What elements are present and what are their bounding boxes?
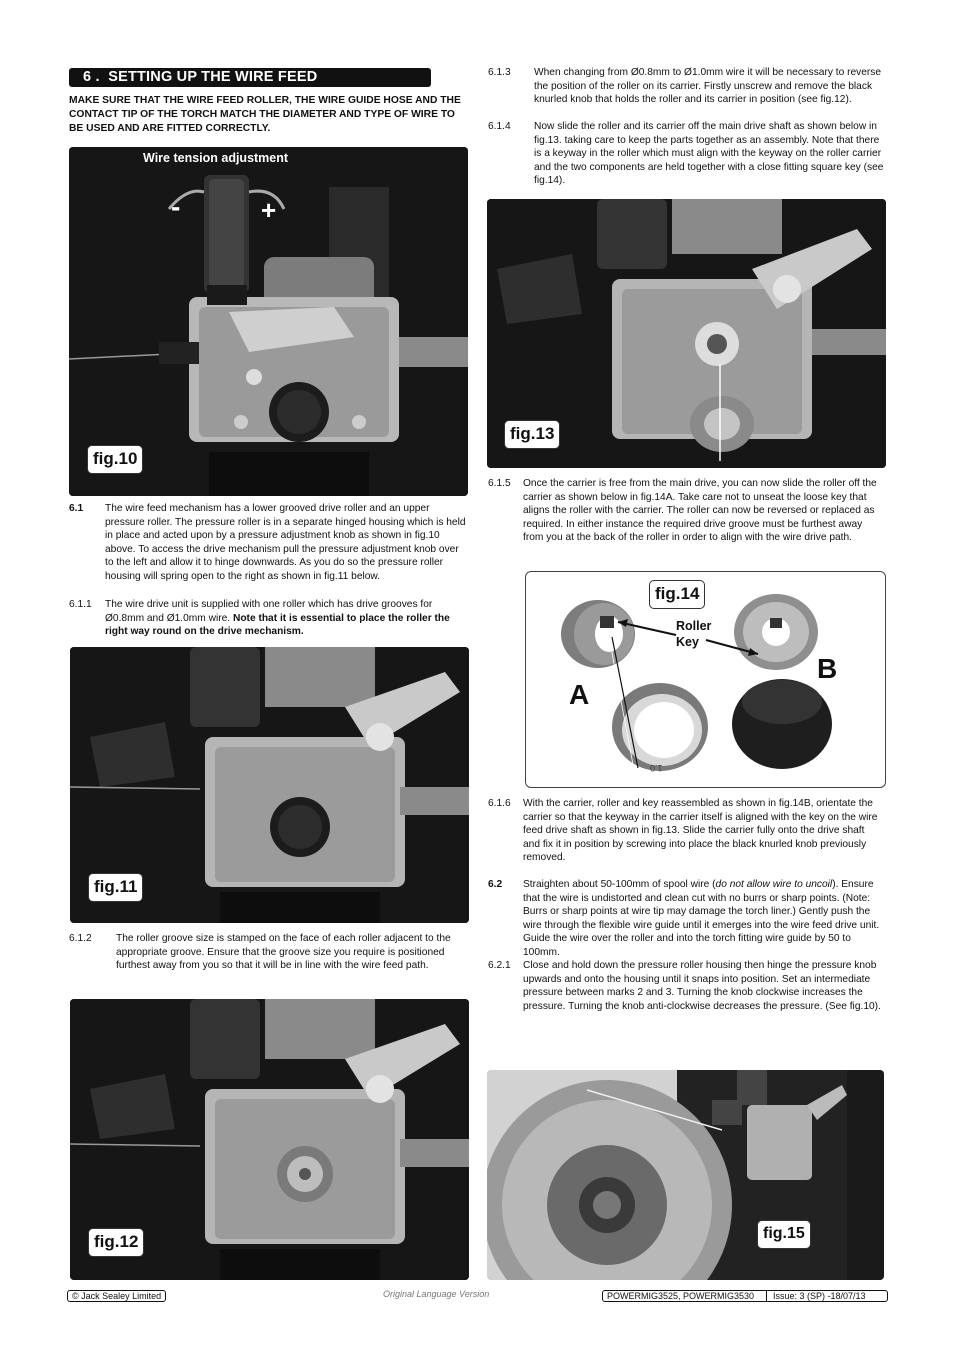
section-number: 6 . [83, 69, 100, 85]
section-title: SETTING UP THE WIRE FEED [108, 69, 318, 85]
paragraph-text: When changing from Ø0.8mm to Ø1.0mm wire it will be necessary to reverse the position of the roller on its carrier. Firstly unscrew and remove the black knurled knob that holds the roller and its carrier in position (see fig.12). [534, 67, 882, 106]
footer-copyright: © Jack Sealey Limited [67, 1290, 166, 1302]
fig15-photo [487, 1070, 884, 1280]
fig14-label-a: A [569, 679, 590, 710]
fig12-label: fig.12 [88, 1228, 144, 1257]
paragraph-6-1 [69, 502, 467, 598]
paragraph-6-1-3 [488, 66, 884, 122]
paragraph-6-1-6 [488, 797, 884, 867]
paragraph-number: 6.1.4 [488, 121, 511, 132]
paragraph-bold-note: Note that it is essential to place the roller the right way round on the drive mechanism. [105, 612, 450, 638]
footer-models: POWERMIG3525, POWERMIG3530 [603, 1291, 767, 1302]
paragraph-number: 6.2 [488, 879, 503, 890]
paragraph-text: The wire drive unit is supplied with one roller which has drive grooves for Ø0.8mm and Ø1.0mm wire. [105, 599, 433, 624]
fig11-photo [70, 647, 469, 923]
footer-model-issue [602, 1290, 888, 1302]
paragraph-text: Once the carrier is free from the main drive, you can now slide the roller off the carrier as shown below in fig.14A. Take care not to unseat the loose key that aligns the roller with the carrier. The roller can now be reversed or replaced as required. In either instance the required drive groove must be furthest away from you at the back of the roller in order to align with the wire drive path. [523, 478, 877, 544]
roller-size-stamp: 1.0 [650, 763, 663, 773]
fig12-photo [70, 999, 469, 1280]
paragraph-number: 6.1.2 [69, 933, 92, 944]
roller-key-callout: Roller Key [676, 619, 712, 649]
fig10-label: fig.10 [87, 445, 143, 474]
paragraph-number: 6.1.3 [488, 67, 511, 78]
paragraph-6-2-1 [488, 959, 884, 1029]
fig10-photo [69, 147, 468, 496]
paragraph-number: 6.1.6 [488, 798, 511, 809]
warning-text: MAKE SURE THAT THE WIRE FEED ROLLER, THE WIRE GUIDE HOSE AND THE CONTACT TIP OF THE TORCH MATCH THE DIAMETER AND TYPE OF WIRE TO BE USED AND ARE FITTED CORRECTLY. [69, 95, 461, 134]
section-heading [69, 68, 431, 87]
paragraph-6-1-2 [69, 932, 467, 988]
fig14-label: fig.14 [649, 580, 705, 609]
footer-language-note: Original Language Version [383, 1289, 490, 1299]
minus-sign: - [171, 191, 181, 222]
fig10-caption: Wire tension adjustment [143, 151, 289, 165]
paragraph-number: 6.1.5 [488, 478, 511, 489]
fig15-label: fig.15 [757, 1220, 811, 1249]
paragraph-6-1-5 [488, 477, 884, 561]
paragraph-text: Now slide the roller and its carrier off the main drive shaft as shown below in fig.13. taking care to keep the parts together as an assembly. Note that there is a keyway in the roller which must align with the keyway on the roller carrier and the two components are held together with a close fitting square key (see fig.14). [534, 121, 884, 187]
footer-issue: Issue: 3 (SP) -18/07/13 [773, 1291, 866, 1301]
fig14-panel [525, 571, 886, 788]
fig14-label-b: B [817, 653, 838, 684]
paragraph-number: 6.2.1 [488, 960, 511, 971]
paragraph-italic-note: do not allow wire to uncoil [715, 879, 833, 890]
paragraph-6-2 [488, 878, 884, 962]
fig13-label: fig.13 [504, 420, 560, 449]
plus-sign: + [261, 195, 277, 225]
paragraph-6-1-1 [69, 598, 467, 638]
paragraph-text-continued: ). Ensure that the wire is undistorted and clean cut with no burrs or sharp points. (Note: Burrs or sharp points at wire tip may damage the torch liner.) Gently push the wire through the flexible wire guide until it emerges into the wire feed drive unit. Guide the wire over the roller and into the torch fitting wire guide by 50 to 100mm. [523, 879, 880, 958]
paragraph-text: The wire feed mechanism has a lower grooved drive roller and an upper pressure roller. The pressure roller is in a separate hinged housing which is held in place and acted upon by a pressure adjustment knob as shown in fig.10 above. To access the drive mechanism pull the pressure adjustment knob over to the left and allow it to hinge downwards. As you do so the pressure roller housing will spring open to the right as shown in fig.11 below. [105, 503, 466, 582]
paragraph-number: 6.1 [69, 503, 84, 514]
fig13-photo [487, 199, 886, 468]
paragraph-text: With the carrier, roller and key reassembled as shown in fig.14B, orientate the carrier so that the keyway in the carrier itself is aligned with the key on the wire feed drive shaft as shown in fig.13. Slide the carrier fully onto the drive shaft and fix it in position by screwing into place the black knurled knob previously removed. [523, 798, 878, 864]
paragraph-text: The roller groove size is stamped on the face of each roller adjacent to the appropriate groove. Ensure that the groove size you require is positioned furthest away from you so that it will be in line with the wire feed path. [116, 933, 451, 972]
fig11-label: fig.11 [88, 873, 143, 902]
paragraph-number: 6.1.1 [69, 599, 92, 610]
paragraph-6-1-4 [488, 120, 884, 190]
paragraph-text: Close and hold down the pressure roller housing then hinge the pressure knob upwards and onto the housing until it snaps into position. Set an intermediate pressure between marks 2 and 3. Turning the knob clockwise increases the pressure. Turning the knob anti-clockwise decreases the pressure. (See fig.10). [523, 960, 881, 1012]
paragraph-text: Straighten about 50-100mm of spool wire ( [523, 879, 716, 890]
